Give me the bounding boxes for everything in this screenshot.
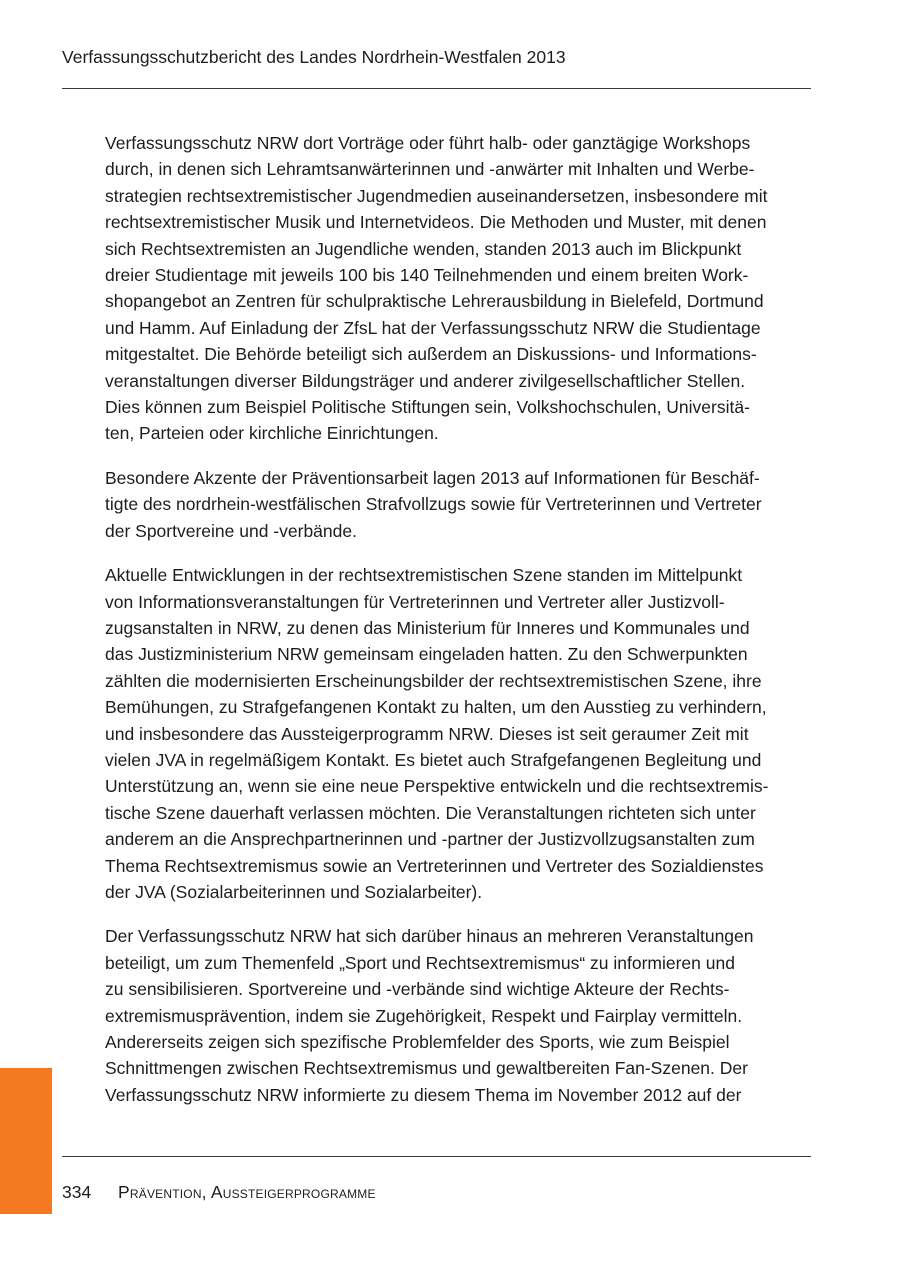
text-line: shopangebot an Zentren für schulpraktische Lehrerausbildung in Bielefeld, Dortmund xyxy=(105,291,764,312)
text-line: durch, in denen sich Lehramtsanwärterinnen und -anwärter mit Inhalten und Werbe- xyxy=(105,159,755,180)
text-line: von Informationsveranstaltungen für Vertreterinnen und Vertreter aller Justizvoll- xyxy=(105,591,725,612)
footer-divider xyxy=(62,1156,811,1157)
paragraph-3 xyxy=(105,562,825,905)
text-line: anderem an die Ansprechpartnerinnen und -partner der Justizvollzugsanstalten zum xyxy=(105,829,755,850)
text-line: das Justizministerium NRW gemeinsam eingeladen hatten. Zu den Schwerpunkten xyxy=(105,644,748,665)
header-divider xyxy=(62,88,811,89)
text-line: zu sensibilisieren. Sportvereine und -verbände sind wichtige Akteure der Rechts- xyxy=(105,979,730,1000)
text-line: rechtsextremistischer Musik und Internetvideos. Die Methoden und Muster, mit denen xyxy=(105,212,767,233)
text-line: Unterstützung an, wenn sie eine neue Perspektive entwickeln und die rechtsextremis- xyxy=(105,776,769,797)
text-line: zugsanstalten in NRW, zu denen das Ministerium für Inneres und Kommunales und xyxy=(105,617,750,638)
text-line: der JVA (Sozialarbeiterinnen und Sozialarbeiter). xyxy=(105,881,483,902)
text-line: zählten die modernisierten Erscheinungsbilder der rechtsextremistischen Szene, ihre xyxy=(105,670,762,691)
text-line: Dies können zum Beispiel Politische Stiftungen sein, Volkshochschulen, Universitä- xyxy=(105,397,750,418)
text-line: Schnittmengen zwischen Rechtsextremismus und gewaltbereiten Fan-Szenen. Der xyxy=(105,1058,748,1079)
page-number: 334 xyxy=(62,1182,92,1202)
paragraph-2 xyxy=(105,465,825,544)
text-line: Besondere Akzente der Präventionsarbeit lagen 2013 auf Informationen für Beschäf- xyxy=(105,467,760,488)
text-line: extremismusprävention, indem sie Zugehörigkeit, Respekt und Fairplay vermitteln. xyxy=(105,1005,743,1026)
text-line: ten, Parteien oder kirchliche Einrichtungen. xyxy=(105,423,439,444)
text-line: Verfassungsschutz NRW informierte zu diesem Thema im November 2012 auf der xyxy=(105,1084,742,1105)
text-line: und Hamm. Auf Einladung der ZfsL hat der Verfassungsschutz NRW die Studientage xyxy=(105,317,761,338)
text-line: Thema Rechtsextremismus sowie an Vertreterinnen und Vertreter des Sozialdienstes xyxy=(105,855,764,876)
text-line: Aktuelle Entwicklungen in der rechtsextremistischen Szene standen im Mittelpunkt xyxy=(105,565,743,586)
running-header-title: Verfassungsschutzbericht des Landes Nordrhein-Westfalen 2013 xyxy=(62,47,566,67)
text-line: der Sportvereine und -verbände. xyxy=(105,520,357,541)
text-line: mitgestaltet. Die Behörde beteiligt sich außerdem an Diskussions- und Informations- xyxy=(105,344,757,365)
text-line: sich Rechtsextremisten an Jugendliche wenden, standen 2013 auch im Blickpunkt xyxy=(105,238,742,259)
body-text xyxy=(105,130,825,1126)
text-line: Andererseits zeigen sich spezifische Problemfelder des Sports, wie zum Beispiel xyxy=(105,1032,730,1052)
text-line: tigte des nordrhein-westfälischen Strafvollzugs sowie für Vertreterinnen und Vertreter xyxy=(105,494,762,515)
chapter-color-tab xyxy=(0,1068,52,1214)
text-line: dreier Studientage mit jeweils 100 bis 140 Teilnehmenden und einem breiten Work- xyxy=(105,265,749,286)
text-line: Verfassungsschutz NRW dort Vorträge oder führt halb- oder ganztägige Workshops xyxy=(105,133,751,153)
text-line: beteiligt, um zum Themenfeld „Sport und Rechtsextremismus“ zu informieren und xyxy=(105,952,735,973)
text-line: Der Verfassungsschutz NRW hat sich darüber hinaus an mehreren Veranstaltungen xyxy=(105,926,754,947)
text-line: Bemühungen, zu Strafgefangenen Kontakt zu halten, um den Ausstieg zu verhindern, xyxy=(105,697,767,718)
footer-chapter-title: Prävention, Aussteigerprogramme xyxy=(118,1182,376,1202)
paragraph-1 xyxy=(105,130,825,447)
text-line: vielen JVA in regelmäßigem Kontakt. Es bietet auch Strafgefangenen Begleitung und xyxy=(105,749,762,770)
text-line: strategien rechtsextremistischer Jugendmedien auseinandersetzen, insbesondere mit xyxy=(105,185,768,206)
text-line: und insbesondere das Aussteigerprogramm NRW. Dieses ist seit geraumer Zeit mit xyxy=(105,723,749,744)
paragraph-4 xyxy=(105,923,825,1108)
text-line: veranstaltungen diverser Bildungsträger und anderer zivilgesellschaftlicher Stellen. xyxy=(105,370,746,391)
text-line: tische Szene dauerhaft verlassen möchten. Die Veranstaltungen richteten sich unter xyxy=(105,802,756,823)
